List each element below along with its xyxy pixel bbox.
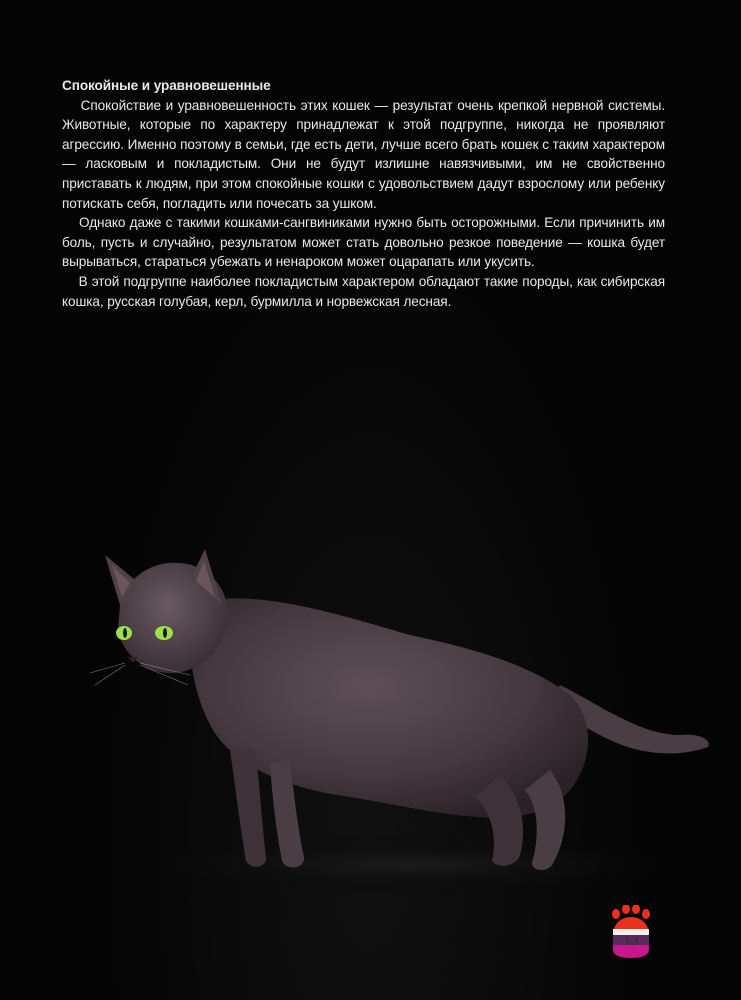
paragraph-1: Спокойствие и уравновешенность этих кошек — результат очень крепкой нервной системы. Животные, которые по характеру принадлежат к этой подгруппе, никогда не проявляют агрессию. Именно поэтому в семьи, где есть дети, лучше всего брать кошек с таким характером — ласковым и покладистым. Они не будут излишне навязчивыми, им не свойственно приставать к людям, при этом спокойные кошки с удовольствием дадут взрослому или ребенку потискать себя, погладить или почесать за ушком. bbox=[62, 97, 665, 211]
paragraph-3: В этой подгруппе наиболее покладистым характером обладают такие породы, как сибирская кошка, русская голубая, керл, бурмилла и норвежская лесная. bbox=[62, 273, 665, 309]
paragraph-2: Однако даже с такими кошками-сангвиниками нужно быть осторожными. Если причинить им боль, пусть и случайно, результатом может стать довольно резкое поведение — кошка будет вырываться, стараться убежать и ненароком может оцарапать или укусить. bbox=[62, 215, 665, 270]
section-heading: Спокойные и уравновешенные bbox=[62, 78, 271, 93]
cat-photo bbox=[80, 535, 720, 895]
page-number: 13 bbox=[623, 933, 639, 949]
page-number-badge bbox=[608, 905, 654, 961]
cat-illustration bbox=[80, 535, 720, 895]
article-text bbox=[62, 76, 665, 311]
